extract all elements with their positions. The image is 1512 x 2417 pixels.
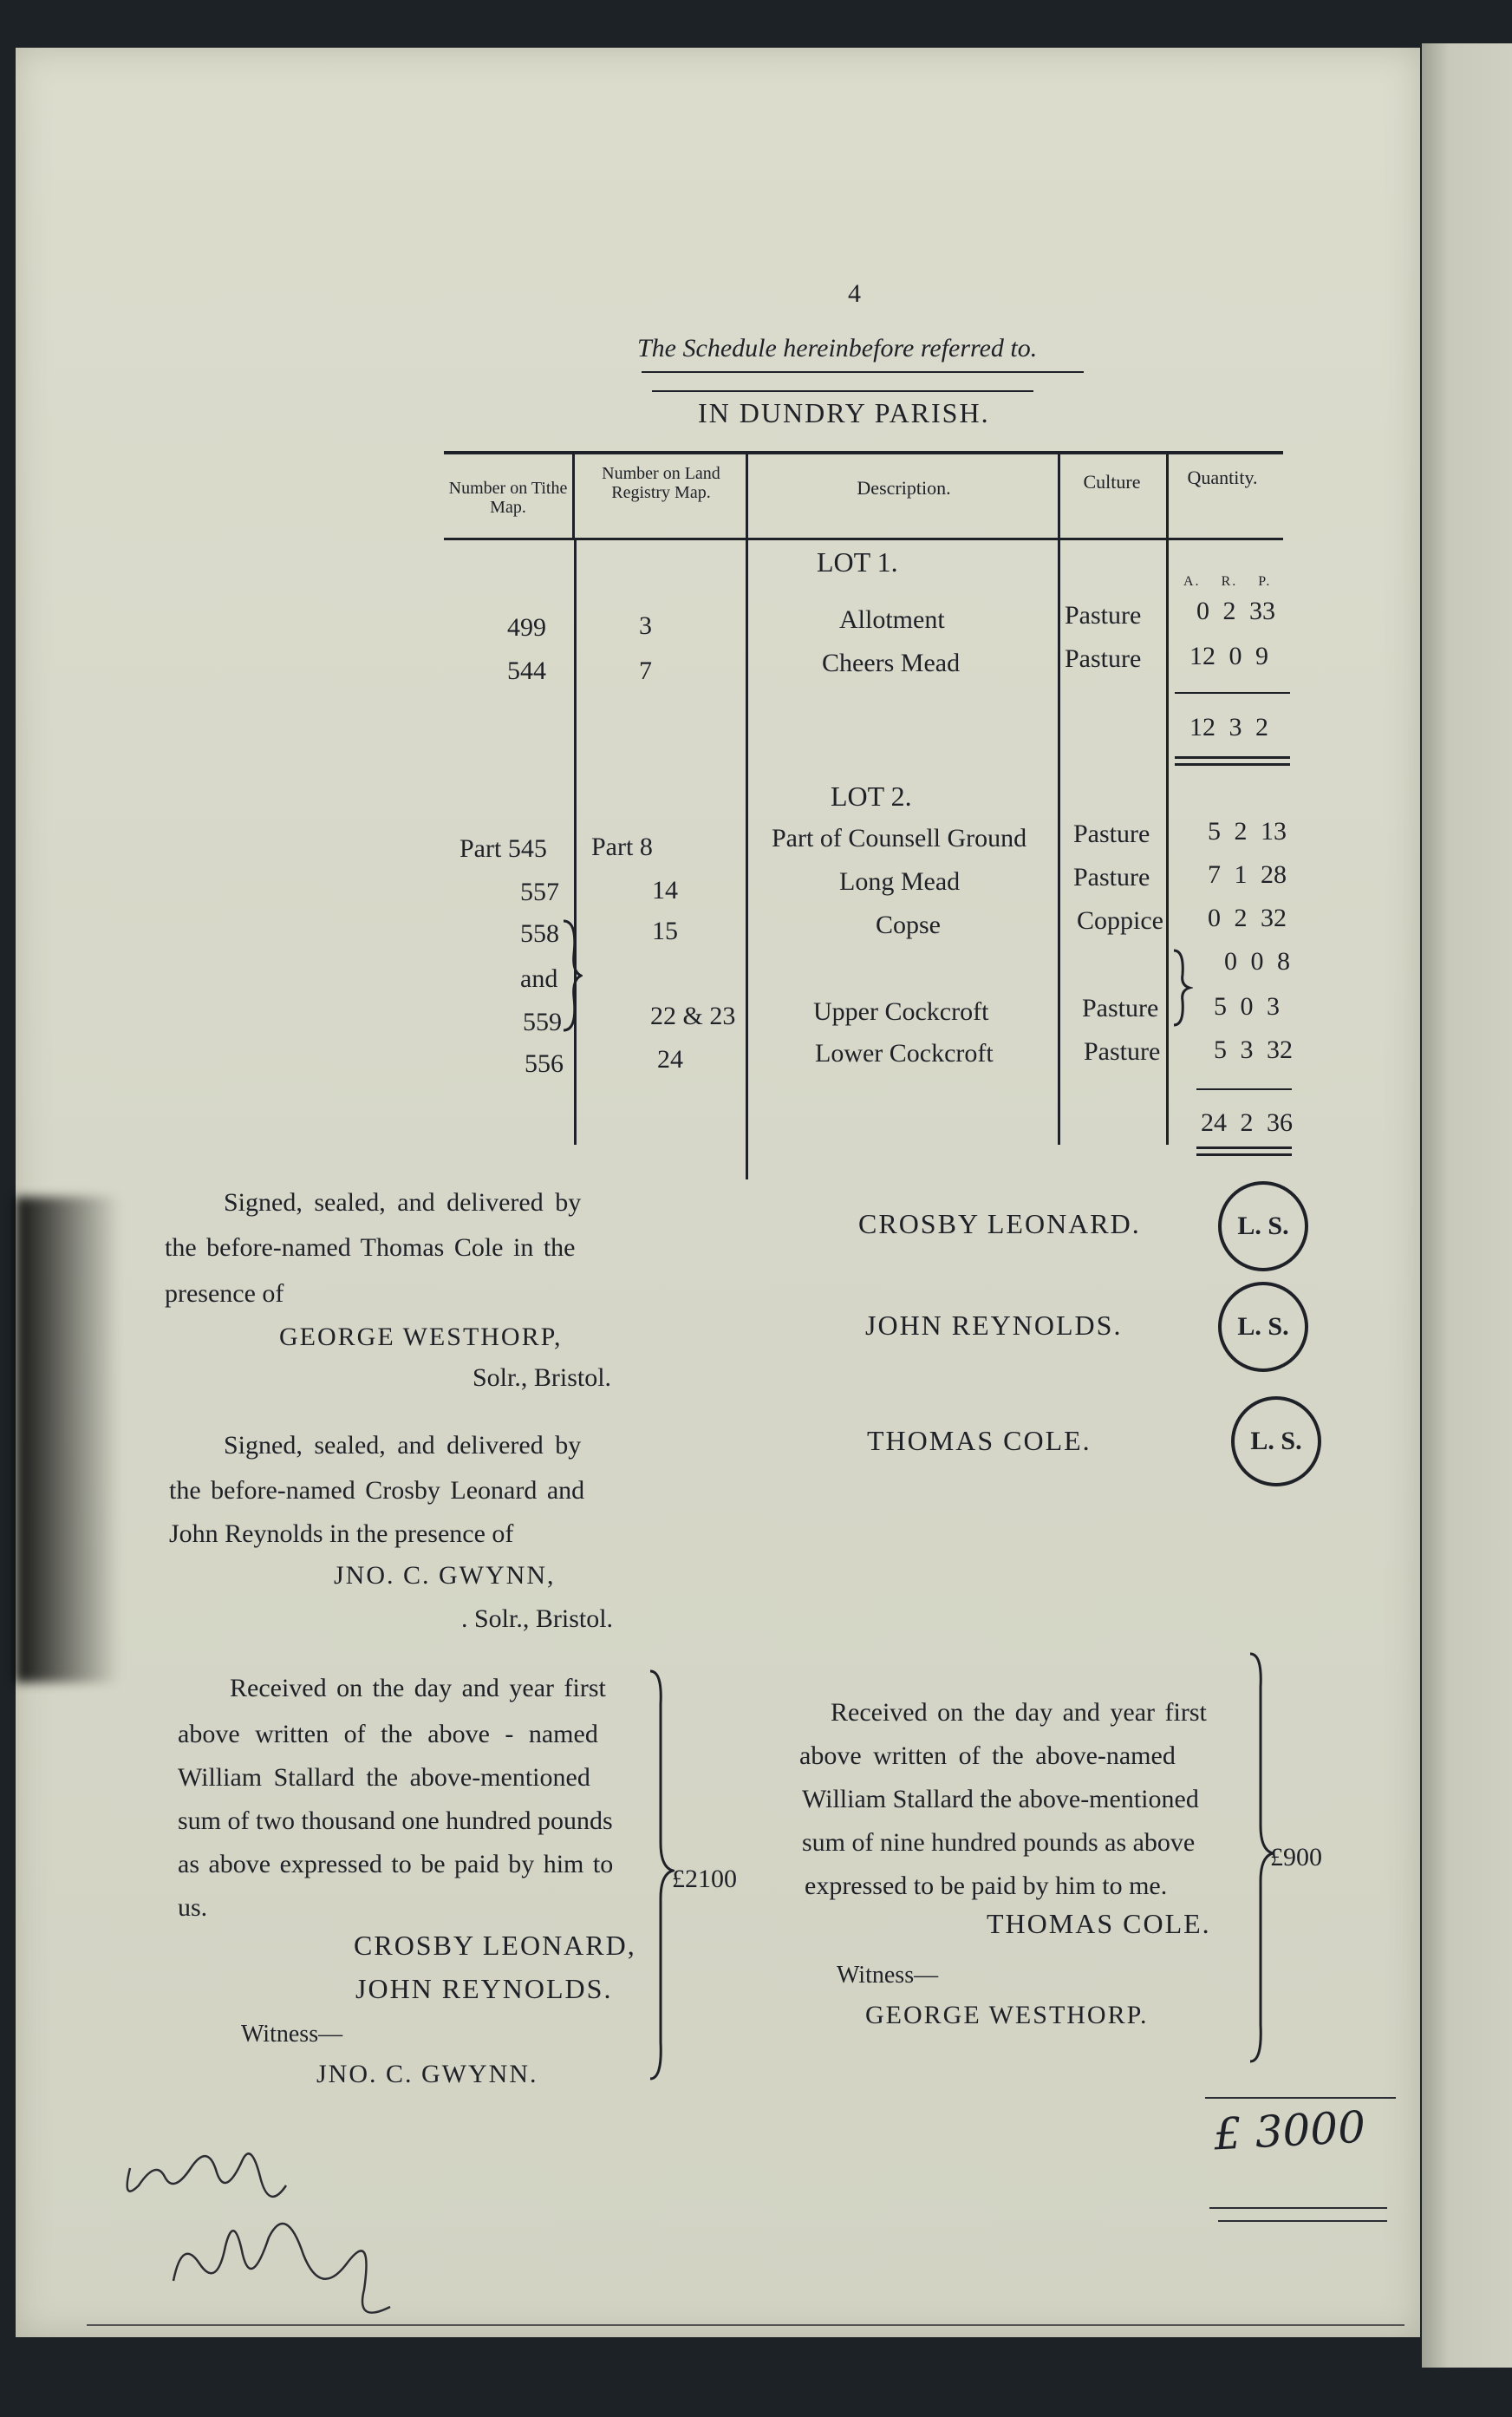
row-description: Long Mead <box>839 867 961 896</box>
seal-ls: L. S. <box>1231 1396 1321 1486</box>
total-double-rule <box>1196 1153 1292 1156</box>
handwritten-total: £ 3000 <box>1212 2101 1367 2160</box>
receipt-right-signer: THOMAS COLE. <box>987 1908 1211 1939</box>
receipt-right-line: sum of nine hundred pounds as above <box>802 1828 1196 1857</box>
row-culture: Pasture <box>1073 820 1150 848</box>
row-tithe: 544 <box>507 657 546 685</box>
row-quantity: 5 3 32 <box>1214 1035 1293 1064</box>
row-land: Part 8 <box>591 833 653 861</box>
row-tithe: Part 545 <box>459 834 547 863</box>
receipt-right-witness: GEORGE WESTHORP. <box>865 2001 1149 2029</box>
receipt-left-line: Received on the day and year first <box>230 1674 606 1702</box>
signatory-name: CROSBY LEONARD. <box>858 1208 1141 1239</box>
row-quantity: 0 0 8 <box>1224 947 1290 976</box>
signatory-name: THOMAS COLE. <box>867 1425 1092 1456</box>
row-tithe: 556 <box>525 1049 564 1078</box>
row-culture: Pasture <box>1084 1037 1161 1066</box>
row-tithe: 499 <box>507 613 546 642</box>
row-land: 14 <box>652 876 678 905</box>
row-quantity: 0 2 33 <box>1196 597 1275 625</box>
signatory-name: JOHN REYNOLDS. <box>865 1310 1123 1341</box>
qty-units: A. R. P. <box>1183 574 1272 589</box>
attest2-witness-title: . Solr., Bristol. <box>461 1604 614 1633</box>
attest2-line: the before-named Crosby Leonard and <box>169 1476 585 1505</box>
attest1-line: presence of <box>165 1279 284 1308</box>
receipt-left-signer: JOHN REYNOLDS. <box>355 1973 613 2004</box>
subtotal-rule <box>1196 1088 1292 1090</box>
row-tithe: 559 <box>523 1008 562 1036</box>
row-culture: Coppice <box>1077 906 1163 935</box>
row-description: Cheers Mead <box>822 649 961 677</box>
row-culture: Pasture <box>1065 601 1142 630</box>
quantity-brace <box>1172 949 1193 1027</box>
row-quantity: 12 0 9 <box>1189 642 1268 670</box>
receipt-left-amount: £2100 <box>672 1865 737 1893</box>
col-divider <box>1166 451 1169 1145</box>
total-double-rule <box>1196 1146 1292 1149</box>
row-description: Copse <box>876 911 941 939</box>
parish-heading: IN DUNDRY PARISH. <box>698 397 990 428</box>
row-tithe: and <box>520 964 558 993</box>
attest2-line: John Reynolds in the presence of <box>169 1519 514 1548</box>
header-land: Number on Land Registry Map. <box>602 464 720 502</box>
tithe-brace <box>562 919 583 1032</box>
receipt-left-line: us. <box>178 1893 208 1922</box>
row-land: 7 <box>639 657 652 685</box>
header-description: Description. <box>857 477 951 499</box>
seal-ls: L. S. <box>1218 1181 1308 1271</box>
receipt-right-line: above written of the above-named <box>799 1741 1176 1770</box>
row-quantity: 5 0 3 <box>1214 992 1280 1021</box>
parish-rule <box>652 390 1033 392</box>
subtotal-rule <box>1175 692 1290 694</box>
lot1-label: LOT 1. <box>817 546 898 578</box>
page-bottom-rule <box>87 2324 1404 2326</box>
seal-ls: L. S. <box>1218 1282 1308 1372</box>
col-divider <box>572 451 575 538</box>
total-underline <box>1209 2207 1387 2209</box>
total-underline <box>1218 2220 1387 2222</box>
adjacent-page-edge <box>1422 43 1512 2368</box>
receipt-left-witness: JNO. C. GWYNN. <box>316 2060 538 2088</box>
row-description: Part of Counsell Ground <box>772 824 1027 852</box>
row-tithe: 557 <box>520 878 559 906</box>
handwritten-initials <box>113 2107 425 2316</box>
receipt-left-line: sum of two thousand one hundred pounds <box>178 1806 613 1835</box>
header-tithe: Number on Tithe Map. <box>448 479 568 517</box>
row-culture: Pasture <box>1065 644 1142 673</box>
receipt-left-line: as above expressed to be paid by him to <box>178 1850 614 1878</box>
receipt-right-line: expressed to be paid by him to me. <box>805 1872 1168 1900</box>
row-culture: Pasture <box>1073 863 1150 892</box>
table-top-rule <box>444 451 1283 454</box>
page-number: 4 <box>848 279 861 308</box>
row-quantity: 7 1 28 <box>1208 860 1287 889</box>
total-double-rule <box>1175 763 1290 766</box>
attest1-line: the before-named Thomas Cole in the <box>165 1233 576 1262</box>
col-divider <box>574 538 577 1145</box>
lot1-total: 12 3 2 <box>1189 713 1268 741</box>
table-header-rule <box>444 538 1283 540</box>
lot2-label: LOT 2. <box>831 781 912 812</box>
schedule-title: The Schedule hereinbefore referred to. <box>637 334 1038 363</box>
attest1-witness-title: Solr., Bristol. <box>472 1363 612 1392</box>
total-rule <box>1205 2097 1396 2099</box>
binding-shadow <box>16 1197 120 1682</box>
row-land: 3 <box>639 611 652 640</box>
row-quantity: 0 2 32 <box>1208 904 1287 932</box>
receipt-right-amount: £900 <box>1270 1843 1322 1872</box>
col-divider <box>746 451 748 1179</box>
receipt-left-line: William Stallard the above-mentioned <box>178 1763 590 1792</box>
receipt-right-line: William Stallard the above-mentioned <box>802 1785 1199 1813</box>
receipt-left-brace <box>648 1669 675 2081</box>
row-culture: Pasture <box>1082 994 1159 1022</box>
receipt-right-line: Received on the day and year first <box>831 1698 1207 1727</box>
receipt-left-line: above written of the above - named <box>178 1720 598 1748</box>
row-land: 24 <box>657 1045 683 1074</box>
attest2-line: Signed, sealed, and delivered by <box>224 1431 582 1460</box>
receipt-right-witness-label: Witness— <box>837 1962 939 1989</box>
col-divider <box>1058 451 1060 1145</box>
title-underline <box>642 371 1084 373</box>
attest2-witness: JNO. C. GWYNN, <box>334 1561 556 1590</box>
receipt-left-signer: CROSBY LEONARD, <box>354 1930 636 1961</box>
row-description: Lower Cockcroft <box>815 1039 994 1068</box>
attest1-line: Signed, sealed, and delivered by <box>224 1188 582 1217</box>
row-land: 22 & 23 <box>650 1002 736 1030</box>
header-quantity: Quantity. <box>1187 467 1258 488</box>
receipt-left-witness-label: Witness— <box>241 2021 343 2048</box>
total-double-rule <box>1175 756 1290 759</box>
header-culture: Culture <box>1083 471 1141 493</box>
attest1-witness: GEORGE WESTHORP, <box>279 1323 563 1351</box>
row-land: 15 <box>652 917 678 945</box>
row-quantity: 5 2 13 <box>1208 817 1287 846</box>
row-description: Upper Cockcroft <box>813 997 989 1026</box>
row-tithe: 558 <box>520 919 559 948</box>
row-description: Allotment <box>839 605 945 634</box>
lot2-total: 24 2 36 <box>1201 1108 1293 1137</box>
